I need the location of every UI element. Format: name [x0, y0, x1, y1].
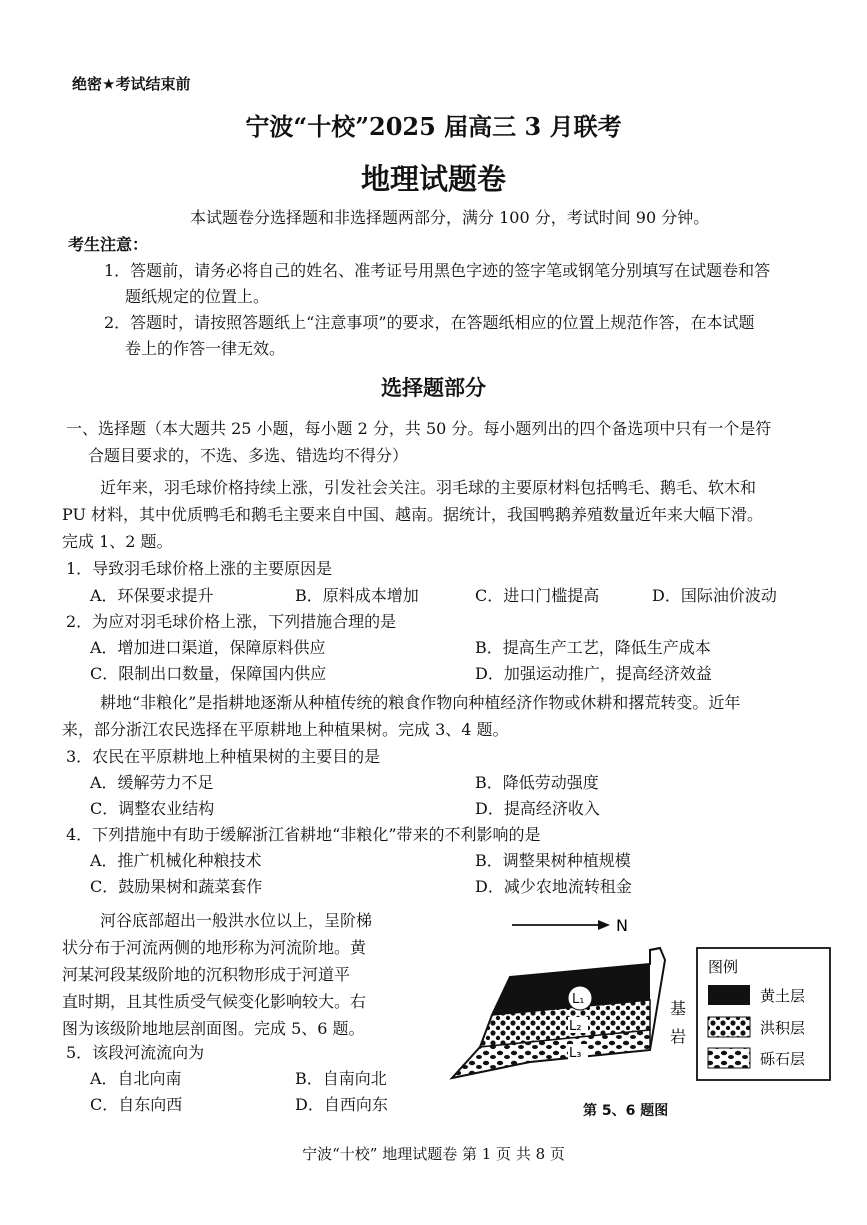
q1-option-a: A．环保要求提升	[90, 586, 214, 605]
q2-stem: 2．为应对羽毛球价格上涨，下列措施合理的是	[66, 612, 397, 631]
q4-option-d: D．减少农地流转租金	[475, 877, 632, 896]
exam-intro: 本试题卷分选择题和非选择题两部分，满分 100 分，考试时间 90 分钟。	[190, 208, 710, 227]
q2-option-a: A．增加进口渠道，保障原料供应	[90, 638, 326, 657]
q3-stem: 3．农民在平原耕地上种植果树的主要目的是	[66, 747, 381, 766]
legend-flood-swatch	[708, 1017, 750, 1037]
passage1-line1: 近年来，羽毛球价格持续上涨，引发社会关注。羽毛球的主要原材料包括鸭毛、鹅毛、软木和	[100, 478, 757, 497]
q5-option-a: A．自北向南	[90, 1069, 182, 1088]
q4-stem: 4．下列措施中有助于缓解浙江省耕地“非粮化”带来的不利影响的是	[66, 825, 541, 844]
passage1-line3: 完成 1、2 题。	[62, 532, 173, 551]
q1-option-b: B．原料成本增加	[295, 586, 419, 605]
q5-stem: 5．该段河流流向为	[66, 1043, 205, 1062]
notice-item-1-line2: 题纸规定的位置上。	[125, 287, 270, 306]
notice-heading: 考生注意：	[68, 235, 149, 254]
q3-option-b: B．降低劳动强度	[475, 773, 599, 792]
subject-title: 地理试题卷	[360, 162, 506, 196]
q5-option-c: C．自东向西	[90, 1095, 183, 1114]
bedrock-label-2: 岩	[670, 1027, 687, 1046]
q1-option-c: C．进口门槛提高	[475, 586, 600, 605]
passage2-line2: 来，部分浙江农民选择在平原耕地上种植果树。完成 3、4 题。	[62, 720, 509, 739]
legend-gravel-label: 砾石层	[760, 1050, 806, 1068]
q5-option-b: B．自南向北	[295, 1069, 387, 1088]
section-title: 选择题部分	[381, 376, 486, 400]
figure-caption: 第 5、6 题图	[583, 1103, 669, 1119]
terrace-profile-figure	[440, 910, 840, 1090]
passage2-line1: 耕地“非粮化”是指耕地逐渐从种植传统的粮食作物向种植经济作物或休耕和撂荒转变。近年	[100, 693, 741, 712]
bedrock-label-1: 基	[670, 999, 687, 1018]
q4-option-c: C．鼓励果树和蔬菜套作	[90, 877, 263, 896]
notice-item-2-line2: 卷上的作答一律无效。	[125, 339, 286, 358]
layer-L3-label: L₃	[569, 1046, 582, 1061]
section-instruction-line2: 合题目要求的，不选、多选、错选均不得分）	[88, 446, 409, 465]
q4-option-a: A．推广机械化种粮技术	[90, 851, 262, 870]
q2-option-d: D．加强运动推广，提高经济效益	[475, 664, 712, 683]
q2-option-b: B．提高生产工艺，降低生产成本	[475, 638, 711, 657]
passage3-line1: 河谷底部超出一般洪水位以上，呈阶梯	[100, 911, 373, 930]
legend-flood-label: 洪积层	[760, 1019, 806, 1037]
layer-L2-label: L₂	[569, 1019, 582, 1034]
passage3-line5: 图为该级阶地地层剖面图。完成 5、6 题。	[62, 1019, 365, 1038]
exam-title: 宁波“十校”2025 届高三 3 月联考	[245, 112, 622, 141]
q1-stem: 1．导致羽毛球价格上涨的主要原因是	[66, 559, 333, 578]
q3-option-d: D．提高经济收入	[475, 799, 600, 818]
legend-loess-swatch	[708, 985, 750, 1005]
layer-L1-label: L₁	[572, 992, 585, 1007]
secret-mark: 绝密★考试结束前	[72, 75, 191, 93]
legend-title: 图例	[708, 958, 739, 976]
notice-item-1-line1: 1．答题前，请务必将自己的姓名、准考证号用黑色字迹的签字笔或钢笔分别填写在试题卷和答	[104, 261, 771, 280]
section-instruction-line1: 一、选择题（本大题共 25 小题，每小题 2 分，共 50 分。每小题列出的四个备选项中只有一个是符	[66, 419, 772, 438]
notice-item-2-line1: 2．答题时，请按照答题纸上“注意事项”的要求，在答题纸相应的位置上规范作答，在本试题	[104, 313, 755, 332]
north-arrow-head-icon	[598, 920, 610, 930]
page-footer: 宁波“十校” 地理试题卷 第 1 页 共 8 页	[302, 1145, 565, 1163]
q3-option-a: A．缓解劳力不足	[90, 773, 214, 792]
north-label: N	[616, 916, 628, 935]
legend-loess-label: 黄土层	[760, 987, 806, 1005]
q3-option-c: C．调整农业结构	[90, 799, 215, 818]
q5-option-d: D．自西向东	[295, 1095, 388, 1114]
q2-option-c: C．限制出口数量，保障国内供应	[90, 664, 327, 683]
passage3-line4: 直时期，且其性质受气候变化影响较大。右	[62, 992, 367, 1011]
q1-option-d: D．国际油价波动	[652, 586, 777, 605]
passage3-line2: 状分布于河流两侧的地形称为河流阶地。黄	[62, 938, 367, 957]
passage1-line2: PU 材料，其中优质鸭毛和鹅毛主要来自中国、越南。据统计，我国鸭鹅养殖数量近年来大幅下滑。	[62, 505, 764, 524]
legend-gravel-swatch	[708, 1048, 750, 1068]
passage3-line3: 河某河段某级阶地的沉积物形成于河道平	[62, 965, 351, 984]
q4-option-b: B．调整果树种植规模	[475, 851, 631, 870]
